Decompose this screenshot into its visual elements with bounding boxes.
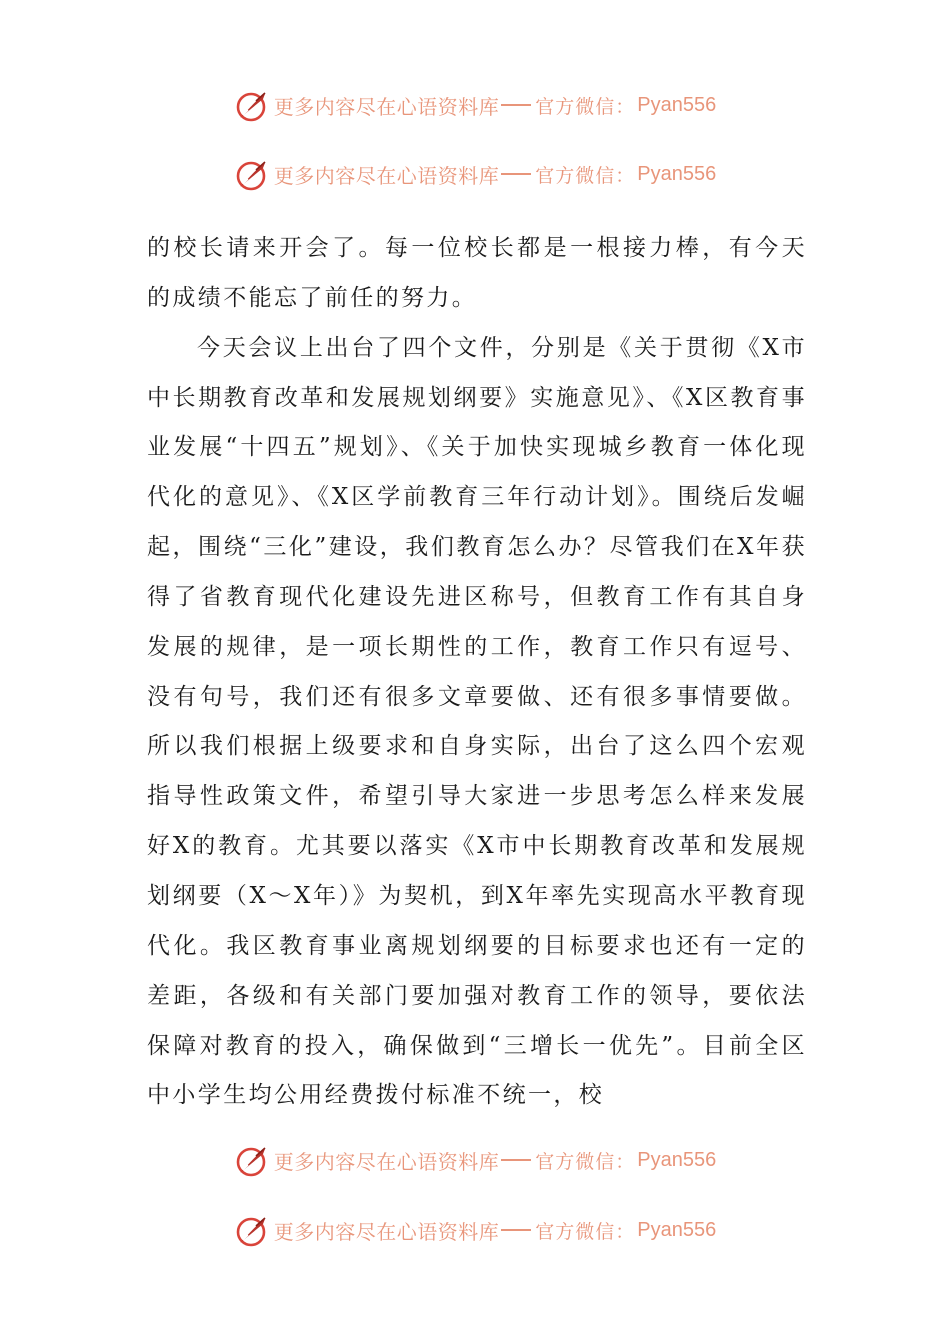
watermark-banner <box>0 1139 950 1181</box>
quill-pen-logo-icon <box>234 1213 270 1249</box>
quill-pen-logo-icon <box>234 88 270 124</box>
banner-wechat-id: Pyan556 <box>637 1218 717 1241</box>
banner-brand-text: 更多内容尽在心语资料库 <box>273 163 500 188</box>
banner-brand-text: 更多内容尽在心语资料库 <box>273 1219 500 1244</box>
banner-dash <box>501 104 531 106</box>
paragraph-continuation: 的校长请来开会了。每一位校长都是一根接力棒，有今天的成绩不能忘了前任的努力。 <box>147 235 807 311</box>
banner-wechat-label: 官方微信： <box>535 95 636 118</box>
watermark-banner <box>0 1209 950 1251</box>
document-body <box>147 224 807 1121</box>
banner-wechat-id: Pyan556 <box>637 93 717 116</box>
watermark-banner <box>0 153 950 195</box>
banner-wechat-label: 官方微信： <box>535 1150 636 1173</box>
paragraph: 今天会议上出台了四个文件，分别是《关于贯彻《X市中长期教育改革和发展规划纲要》实施意见》、《X区教育事业发展“十四五”规划》、《关于加快实现城乡教育一体化现代化的意见》、《X区学前教育三年行动计划》。围绕后发崛起，围绕“三化”建设，我们教育怎么办？尽管我们在X年获得了省教育现代化建设先进区称号，但教育工作有其自身发展的规律，是一项长期性的工作，教育工作只有逗号、没有句号，我们还有很多文章要做、还有很多事情要做。所以我们根据上级要求和自身实际，出台了这么四个宏观指导性政策文件，希望引导大家进一步思考怎么样来发展好X的教育。尤其要以落实《X市中长期教育改革和发展规划纲要（X～X年）》为契机，到X年率先实现高水平教育现代化。我区教育事业离规划纲要的目标要求也还有一定的差距，各级和有关部门要加强对教育工作的领导，要依法保障对教育的投入，确保做到“三增长一优先”。目前全区中小学生均公用经费拨付标准不统一，校 <box>147 334 807 1109</box>
banner-brand-text: 更多内容尽在心语资料库 <box>273 94 500 119</box>
banner-dash <box>501 1159 531 1161</box>
watermark-banner <box>0 84 950 126</box>
banner-dash <box>501 173 531 175</box>
quill-pen-logo-icon <box>234 1143 270 1179</box>
banner-wechat-id: Pyan556 <box>637 162 717 185</box>
banner-brand-text: 更多内容尽在心语资料库 <box>273 1149 500 1174</box>
banner-wechat-id: Pyan556 <box>637 1148 717 1171</box>
quill-pen-logo-icon <box>234 157 270 193</box>
banner-dash <box>501 1229 531 1231</box>
banner-wechat-label: 官方微信： <box>535 164 636 187</box>
banner-wechat-label: 官方微信： <box>535 1220 636 1243</box>
